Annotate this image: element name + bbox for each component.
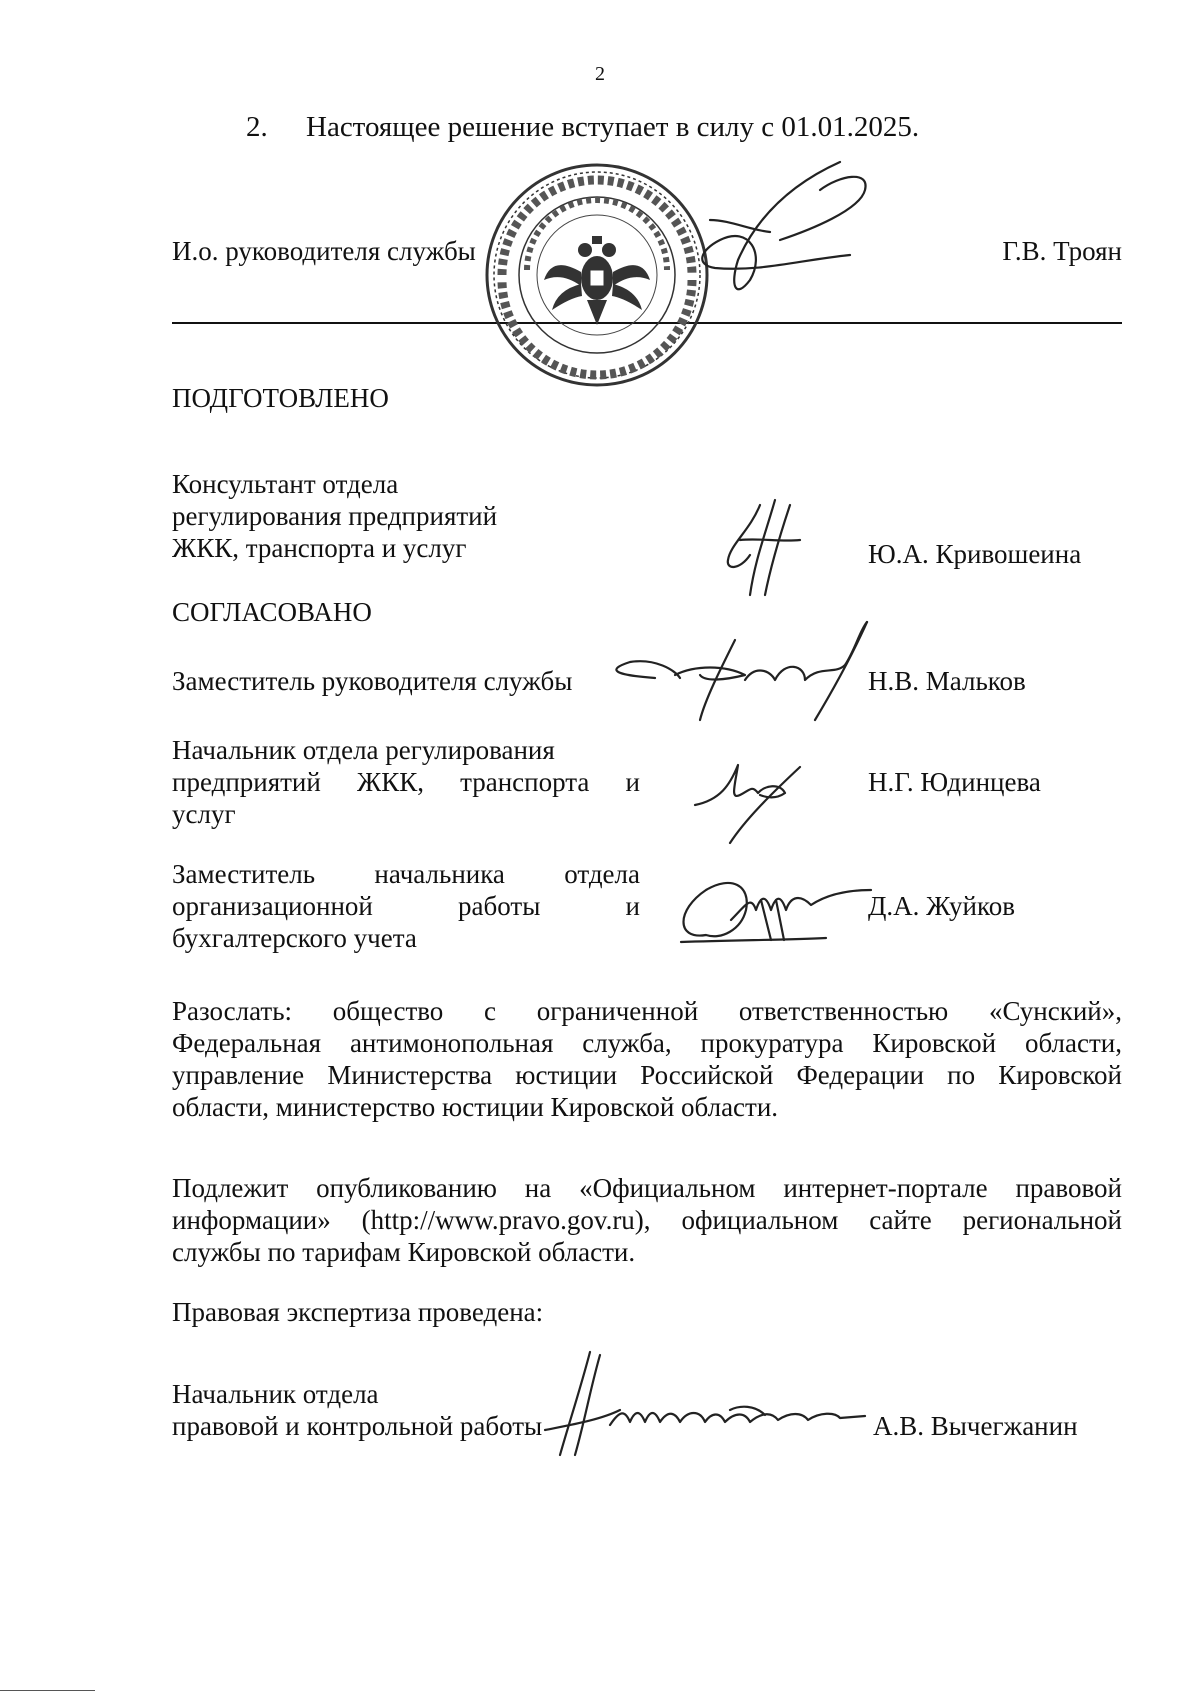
approver-name: Н.Г. Юдинцева — [868, 767, 1041, 797]
approver-name: Н.В. Мальков — [868, 666, 1026, 696]
approver-position-line: организационной работы и — [172, 891, 640, 921]
publication-line: Подлежит опубликованию на «Официальном интернет-портале правовой — [172, 1173, 1122, 1203]
prepared-position — [172, 468, 497, 564]
prepared-signature-graphic — [720, 500, 810, 600]
approver-signature-graphic — [690, 755, 810, 845]
prepared-name: Ю.А. Кривошеина — [868, 539, 1082, 569]
distribution-line: Разослать: общество с ограниченной ответственностью «Сунский», — [172, 996, 1122, 1026]
official-stamp — [482, 160, 712, 390]
approver-position-line: бухгалтерского учета — [172, 923, 417, 953]
clause-2 — [246, 110, 919, 144]
approver-position-line: услуг — [172, 799, 236, 829]
approver-signature-graphic — [605, 620, 875, 730]
approver-position-line: Начальник отдела регулирования — [172, 735, 555, 765]
clause-number: 2. — [246, 111, 268, 143]
footer-rule — [0, 1690, 95, 1691]
legal-review-position-line: правовой и контрольной работы — [172, 1411, 543, 1441]
approver-position — [172, 858, 640, 954]
prepared-heading: ПОДГОТОВЛЕНО — [172, 383, 389, 413]
distribution-line: управление Министерства юстиции Российской Федерации по Кировской — [172, 1060, 1122, 1090]
stamp-seal-graphic — [482, 160, 712, 390]
approver-signature — [690, 755, 810, 845]
approver-position — [172, 734, 640, 830]
approved-heading: СОГЛАСОВАНО — [172, 597, 372, 627]
distribution-paragraph — [172, 995, 1122, 1123]
approver-signature — [676, 870, 876, 950]
approver-position-line: Заместитель начальника отдела — [172, 859, 640, 889]
approver-position: Заместитель руководителя службы — [172, 666, 573, 696]
legal-review-name: А.В. Вычегжанин — [873, 1411, 1078, 1441]
legal-review-signature — [540, 1350, 870, 1460]
page-number: 2 — [595, 63, 605, 85]
publication-line: информации» (http://www.pravo.gov.ru), официальном сайте региональной — [172, 1205, 1122, 1235]
legal-review-position — [172, 1378, 542, 1442]
approver-signature — [605, 620, 875, 730]
distribution-line: области, министерство юстиции Кировской области. — [172, 1092, 779, 1122]
head-signature-graphic — [690, 160, 880, 310]
prepared-position-line: ЖКК, транспорта и услуг — [172, 533, 467, 563]
approver-position-line: предприятий ЖКК, транспорта и — [172, 767, 640, 797]
head-name: Г.В. Троян — [1002, 236, 1122, 266]
clause-text: Настоящее решение вступает в силу с 01.01.2025. — [306, 111, 920, 143]
legal-review-heading: Правовая экспертиза проведена: — [172, 1297, 544, 1327]
distribution-line: Федеральная антимонопольная служба, прокуратура Кировской области, — [172, 1028, 1122, 1058]
approver-name: Д.А. Жуйков — [868, 891, 1015, 921]
legal-review-signature-graphic — [540, 1350, 870, 1460]
prepared-position-line: регулирования предприятий — [172, 501, 498, 531]
legal-review-position-line: Начальник отдела — [172, 1379, 379, 1409]
publication-paragraph — [172, 1172, 1122, 1268]
prepared-position-line: Консультант отдела — [172, 469, 399, 499]
publication-line: службы по тарифам Кировской области. — [172, 1237, 636, 1267]
head-position: И.о. руководителя службы — [172, 236, 476, 266]
prepared-signature — [720, 500, 810, 600]
approver-signature-graphic — [676, 870, 876, 950]
head-signature — [690, 160, 880, 310]
